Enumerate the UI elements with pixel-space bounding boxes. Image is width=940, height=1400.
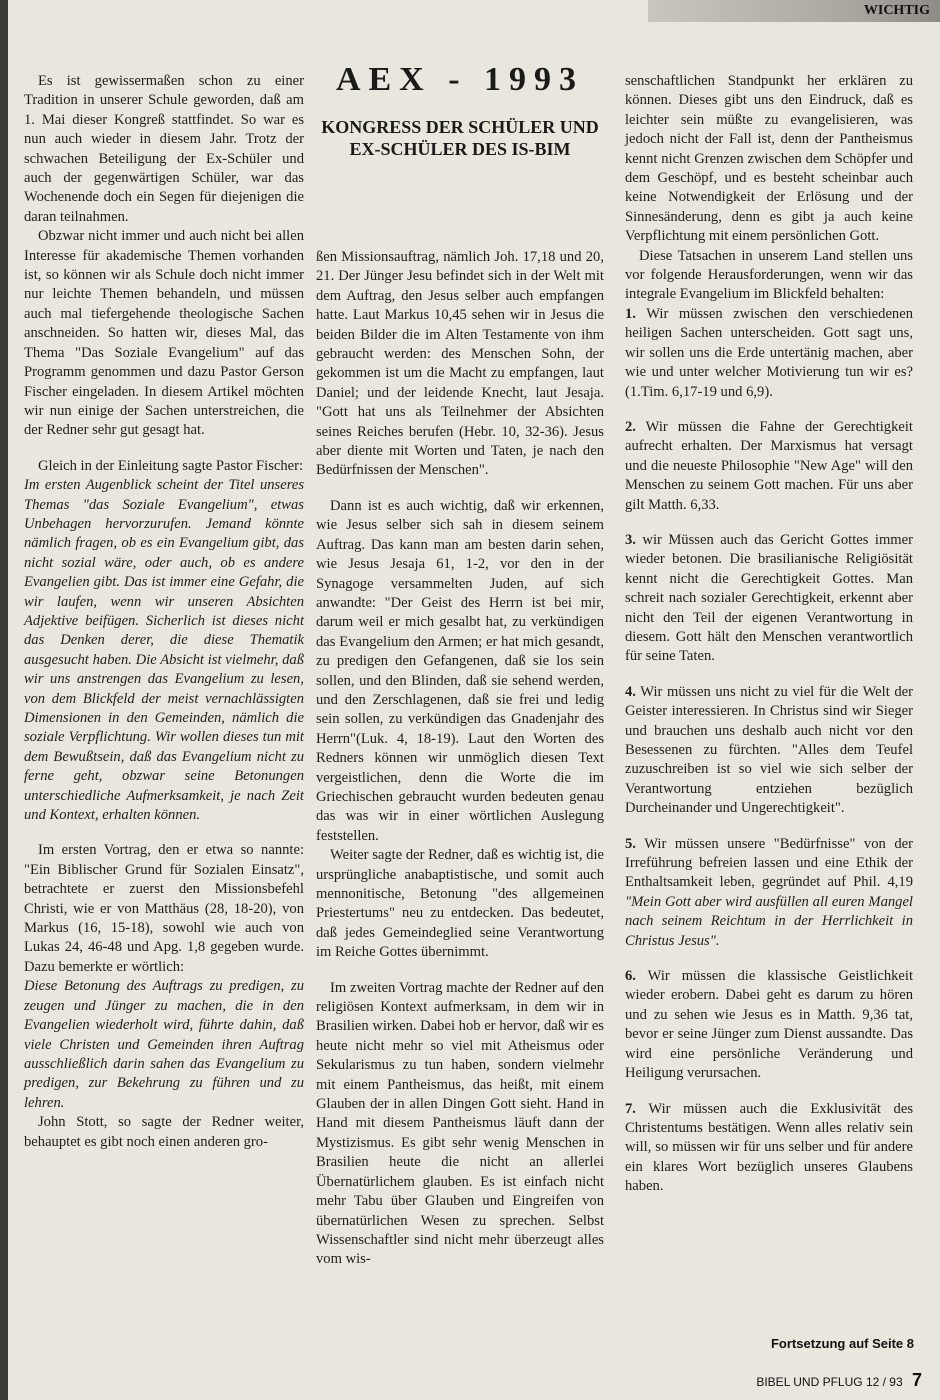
page-number: 7	[911, 1370, 922, 1390]
item-quote: "Mein Gott aber wird ausfüllen all euren Mangel nach seinem Reichtum in der Herrlichkeit in Christus Jesus".	[625, 893, 913, 949]
section-tab: WICHTIG	[648, 0, 940, 22]
issue-number: 12 / 93	[865, 1375, 903, 1389]
paragraph: John Stott, so sagte der Redner weiter, behauptet es gibt noch einen anderen gro-	[24, 1114, 304, 1150]
magazine-name: BIBEL UND PFLUG	[756, 1375, 863, 1389]
item-number: 6.	[625, 968, 636, 985]
quote-paragraph: Im ersten Augenblick scheint der Titel unseres Themas "das Soziale Evangelium", etwas Unbehagen hervorzurufen. Jemand könnte nämlich fragen, ob es ein Evangelium gibt, das nicht sozial wäre, oder auch, ob es andere Evangelien gibt. Das ist immer eine Gefahr, die wir laufen, wenn wir unseren Absichten Adjektive beifügen. Sicherlich ist dieses nicht das Denken derer, die diese Thematik ausgesucht haben. Die Absicht ist vielmehr, daß wir uns anstrengen das Evangelium zu lesen, von dem Blickfeld der meist vernachlässigten Dimensionen in den Gemeinden, nämlich die soziale Verpflichtung. Wir wollen dieses tun mit dem Bewußtsein, daß das Evangelium nicht zu ferne geht, obzwar seine Betonungen unterschiedliche Aufmerksamkeit, je nach Zeit und Kontext, erhalten können.	[24, 477, 304, 824]
paragraph: Weiter sagte der Redner, daß es wichtig ist, die ursprüngliche anabaptistische, und somit auch mennonitische, Betonung "des allgemeinen Priestertums" neu zu entdecken. Das bedeutet, daß jedes Gemeindeglied seine Verantwortung im Reiche Gottes übernimmt.	[316, 847, 604, 961]
paragraph: ßen Missionsauftrag, nämlich Joh. 17,18 und 20, 21. Der Jünger Jesu befindet sich in der Welt mit dem Auftrag, den Jesus selber auch empfangen hatte. Laut Markus 10,45 sehen wir in Jesus die beiden Bilder die im Alten Testamente von ihm gebraucht werden: des Menschen Sohn, der gekommen ist um die Macht zu empfangen, laut Daniel; und der leidende Knecht, laut Jesaja. "Gott hat uns als Teilnehmer der Absichten seines Reiches berufen (Hebr. 10, 32-36). Jesus aber diente mit Worten und Taten, je nach den Bedürfnissen der Menschen".	[316, 249, 604, 479]
column-1	[24, 72, 304, 1152]
paragraph: Es ist gewissermaßen schon zu einer Tradition in unserer Schule geworden, daß am 1. Mai dieser Kongreß stattfindet. So war es nun auch wieder in diesem Jahr. Trotz der schwachen Beteiligung der Ex-Schüler und auch der gegenwärtigen Schüler, war das Wochenende doch ein Segen für diejenigen die daran teilnahmen.	[24, 73, 304, 225]
item-text: wir Müssen auch das Gericht Gottes immer wieder betonen. Die brasilianische Religiösität kennt nicht die Gerechtigkeit Gottes. Man schreit nach sozialer Gerechtigkeit, erkennt aber nicht den Teil der eigenen Verantwortung in diesem. Gott hält den Menschen verantwortlich für seine Taten.	[625, 531, 913, 665]
list-item	[625, 1100, 913, 1197]
list-item	[625, 967, 913, 1083]
article-title: KONGRESS DER SCHÜLER UND EX-SCHÜLER DES IS-BIM	[321, 117, 599, 159]
item-text: Wir müssen zwischen den verschiedenen heiligen Sachen unterscheiden. Gott sagt uns, wir sollen uns die Erde untertänig machen, aber wie und unter welcher Motivierung tun wir es? (1.Tim. 6,17-19 und 6,9).	[625, 305, 913, 400]
item-text: Wir müssen die klassische Geistlichkeit wieder erobern. Dabei geht es darum zu hören und zu sehen wie Jesus es in Matth. 9,36 tat, bevor er seine Jünger zum Dienst aussandte. Das wird eine persönliche Veränderung und Heiligung verursachen.	[625, 968, 914, 1082]
article-header	[316, 60, 604, 160]
paragraph: senschaftlichen Standpunkt her erklären zu können. Dieses gibt uns den Eindruck, daß es leichter sein müßte zu evangelisieren, was jedoch nicht der Fall ist, denn der Pantheismus kennt nicht Grenzen zwischen dem Schöpfer und dem Geschöpf, und es besteht scheinbar auch keine Notwendigkeit der Erlösung und der Sinnesänderung, denn es gibt ja auch keine Verpflichtung mit einem persönlichen Gott.	[625, 73, 913, 245]
list-item	[625, 305, 913, 402]
item-number: 7.	[625, 1100, 636, 1117]
item-number: 5.	[625, 835, 636, 852]
paragraph: Gleich in der Einleitung sagte Pastor Fischer:	[38, 457, 304, 474]
item-number: 3.	[625, 531, 636, 548]
item-number: 1.	[625, 305, 636, 322]
list-item	[625, 531, 913, 667]
column-3	[625, 72, 913, 1197]
item-number: 4.	[625, 683, 636, 700]
paragraph: Im ersten Vortrag, den er etwa so nannte: "Ein Biblischer Grund für Sozialen Einsatz", betrachtete er zuerst den Missionsbefehl Christi, wie er von Matthäus (28, 18-20), von Markus (16, 15-18), sowohl wie auch von Lukas 24, 46-48 und Apg. 1,8 gegeben wurde. Dazu bemerkte er wörtlich:	[24, 842, 304, 975]
paragraph: Dann ist es auch wichtig, daß wir erkennen, wie Jesus selber sich sah in diesem seinem Auftrag. Das kann man am besten darin sehen, wie Jesus Jesaja 61, 1-2, vor den in der Synagoge versammelten Juden, auf sich anwandte: "Der Geist des Herrn ist bei mir, darum weil er mich gesalbt hat, zu verkündigen das Evangelium den Armen; er hat mich gesandt, zu predigen den Gefangenen, daß sie los sein sollen, und den Blinden, daß sie sehend werden, und den Zerschlagenen, daß sie frei und ledig sein sollen, zu verkündigen das Gnadenjahr des Herrn"(Luk. 4, 18-19). Laut den Worten des Redners können wir unmöglich diesen Text vergeistlichen, denn die Worte die im Griechischen gebraucht wurden bedeuten genau das was wir in einer wörtlichen Auslegung feststellen.	[316, 497, 604, 844]
continued-note: Fortsetzung auf Seite 8	[770, 1336, 914, 1351]
paragraph: Obzwar nicht immer und auch nicht bei allen Interesse für akademische Themen vorhanden ist, so können wir als Schule doch nicht immer nur leichte Themen behandeln, und müssen auch mal tiefergehende theologische Sachen anschneiden. So hatten wir, dieses Mal, das Thema "Das Soziale Evangelium" auf das Programm genommen und dazu Pastor Gerson Fischer eingeladen. In diesem Artikel möchten wir nun einige der Sachen unterstreichen, die der Redner sehr gut gesagt hat.	[24, 228, 304, 439]
paragraph: Diese Tatsachen in unserem Land stellen uns vor folgende Herausforderungen, wenn wir das integrale Evangelium im Blickfeld behalten:	[625, 247, 913, 303]
item-text: Wir müssen auch die Exklusivität des Christentums bestätigen. Wenn alles relativ sein will, so müssen wir für uns selber und für andere ein klares Wort bezüglich unseres Glaubens haben.	[625, 1100, 913, 1195]
item-number: 2.	[625, 418, 636, 435]
item-text: Wir müssen die Fahne der Gerechtigkeit aufrecht erhalten. Der Marxismus hat versagt und die neueste Philosophie "New Age" will den Menschen zu seinem Gott machen. Für uns aber gilt Matth. 6,33.	[625, 418, 913, 513]
list-item	[625, 835, 913, 951]
page-footer	[756, 1370, 922, 1391]
column-2	[316, 248, 604, 1270]
item-text: Wir müssen uns nicht zu viel für die Welt der Geister interessieren. In Christus sind wir Sieger und brauchen uns deshalb auch nicht vor den Besessenen zu fürchten. "Alles dem Teufel zuzuschreiben ist so viel wie sich selber der Verantwortung entziehen bezüglich Durcheinander und Ungerechtigkeit".	[625, 683, 913, 817]
paragraph: Im zweiten Vortrag machte der Redner auf den religiösen Kontext aufmerksam, in dem wir in Brasilien wirken. Dabei hob er hervor, daß wir es heute nicht mehr so viel mit Atheismus oder Sekularismus zu tun haben, sondern vielmehr mit einem Pantheismus, das heißt, mit einem Glauben der in allen Dingen Gott sieht. Hand in Hand mit diesem Pantheismus läuft dann der Mystizismus. Es gibt sehr wenig Menschen in Brasilien heute die nicht an allerlei Übernatürlichem glauben. Es ist einfach nicht mehr Tabu über Glauben und Eingreifen von übernatürlichen Wesen zu sprechen. Selbst Wissenschaftler sind nicht mehr überzeugt alles vom wis-	[316, 979, 604, 1268]
magazine-page	[8, 0, 940, 1400]
event-logo: AEX - 1993	[335, 61, 585, 98]
quote-paragraph: Diese Betonung des Auftrags zu predigen, zu zeugen und Jünger zu machen, die in den Evangelien wiederholt wird, führte dahin, daß viele Christen und Gemeinden ihren Auftrag ausschließlich darin sahen das Evangelium zu predigen, zur Bekehrung zu führen und zu lehren.	[24, 978, 304, 1111]
list-item	[625, 683, 913, 819]
item-text: Wir müssen unsere "Bedürfnisse" von der Irreführung befreien lassen und eine Ethik der Enthaltsamkeit leben, gegründet auf Phil. 4,19	[625, 835, 913, 891]
list-item	[625, 418, 913, 515]
